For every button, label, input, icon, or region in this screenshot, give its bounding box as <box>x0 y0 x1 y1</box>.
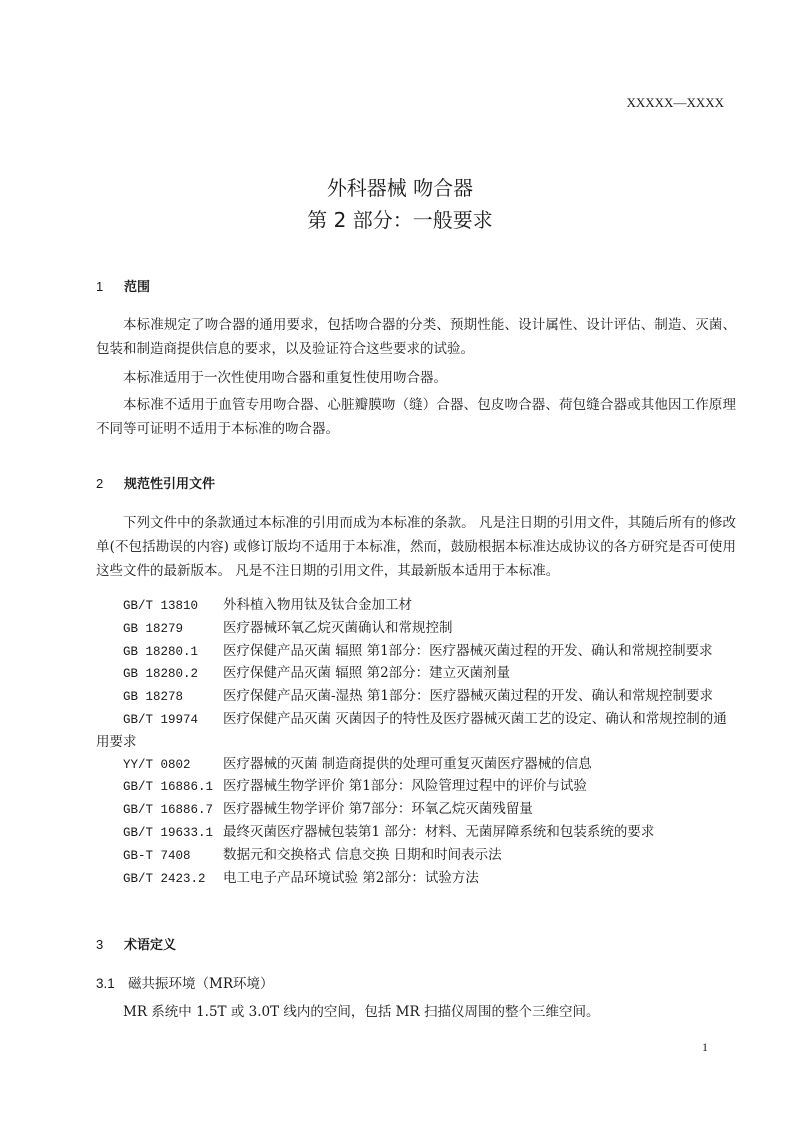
title-line-1: 外科器械 吻合器 <box>326 176 474 200</box>
subsection-title: 磁共振环境（MR环境） <box>128 976 274 992</box>
reference-item <box>96 709 736 754</box>
reference-code: GB 18280.1 <box>123 644 199 659</box>
reference-code: GB 18278 <box>123 690 184 705</box>
reference-title: 医疗器械的灭菌 制造商提供的处理可重复灭菌医疗器械的信息 <box>223 755 592 772</box>
reference-title: 医疗器械环氧乙烷灭菌确认和常规控制 <box>223 619 453 636</box>
reference-code: GB 18280.2 <box>123 667 199 682</box>
section-heading-terms-definitions <box>96 934 176 953</box>
reference-item <box>96 845 736 868</box>
reference-item <box>96 754 736 777</box>
reference-title: 数据元和交换格式 信息交换 日期和时间表示法 <box>223 846 502 863</box>
reference-title: 医疗保健产品灭菌 辐照 第1部分：医疗器械灭菌过程的开发、确认和常规控制要求 <box>223 642 713 659</box>
reference-item <box>96 663 736 686</box>
reference-item <box>96 595 736 618</box>
reference-code: GB 18279 <box>123 621 184 636</box>
reference-item <box>96 799 736 822</box>
scope-paragraph-2: 本标准适用于一次性使用吻合器和重复性使用吻合器。 <box>123 370 447 386</box>
reference-code: GB/T 16886.1 <box>123 780 214 795</box>
reference-code: GB/T 19974 <box>123 712 199 727</box>
section-heading-scope <box>96 276 150 295</box>
section-number: 1 <box>96 279 104 294</box>
subsection-heading-mr-environment <box>96 972 274 992</box>
reference-title: 医疗器械生物学评价 第7部分：环氧乙烷灭菌残留量 <box>223 801 533 818</box>
subsection-number: 3.1 <box>96 976 115 991</box>
reference-title: 医疗保健产品灭菌 辐照 第2部分：建立灭菌剂量 <box>223 665 511 682</box>
mr-environment-definition: MR 系统中 1.5T 或 3.0T 线内的空间，包括 MR 扫描仪周围的整个三维空间。 <box>123 1004 600 1020</box>
reference-title: 医疗保健产品灭菌 灭菌因子的特性及医疗器械灭菌工艺的设定、确认和常规控制的通用要求 <box>96 710 727 750</box>
scope-paragraph-3: 本标准不适用于血管专用吻合器、心脏瓣膜吻（缝）合器、包皮吻合器、荷包缝合器或其他因工作原理不同等可证明不适用于本标准的吻合器。 <box>96 397 736 437</box>
reference-code: YY/T 0802 <box>123 757 191 772</box>
reference-title: 最终灭菌医疗器械包装第1 部分：材料、无菌屏障系统和包装系统的要求 <box>223 823 655 840</box>
section-title: 规范性引用文件 <box>124 477 216 492</box>
title-line-2: 第 2 部分：一般要求 <box>307 208 493 232</box>
reference-title: 医疗器械生物学评价 第1部分：风险管理过程中的评价与试验 <box>223 778 587 795</box>
reference-list <box>96 595 736 890</box>
scope-paragraph-1: 本标准规定了吻合器的通用要求，包括吻合器的分类、预期性能、设计属性、设计评估、制造、灭菌、包装和制造商提供信息的要求，以及验证符合这些要求的试验。 <box>96 317 736 357</box>
document-title <box>0 172 800 236</box>
page-number: 1 <box>702 1040 708 1054</box>
reference-title: 外科植入物用钛及钛合金加工材 <box>223 597 412 613</box>
reference-item <box>96 618 736 641</box>
reference-item <box>96 641 736 664</box>
reference-code: GB/T 19633.1 <box>123 825 214 840</box>
section-number: 3 <box>96 937 104 952</box>
section-number: 2 <box>96 476 104 491</box>
reference-item <box>96 822 736 845</box>
section-heading-normative-references <box>96 473 215 492</box>
reference-code: GB/T 16886.7 <box>123 803 214 818</box>
reference-item <box>96 686 736 709</box>
reference-code: GB/T 13810 <box>123 599 199 613</box>
reference-item <box>96 868 736 891</box>
section-title: 术语定义 <box>124 938 177 953</box>
reference-title: 电工电子产品环境试验 第2部分：试验方法 <box>223 869 479 886</box>
references-intro-paragraph: 下列文件中的条款通过本标准的引用而成为本标准的条款。 凡是注日期的引用文件，其随后所有的修改单(不包括勘误的内容) 或修订版均不适用于本标准，然而，鼓励根据本标准达成协议的各方研究是否可使用这些文件的最新版本。 凡是不注日期的引用文件，其最新版本适用于本标准。 <box>96 515 736 579</box>
document-code: XXXXX—XXXX <box>626 95 724 110</box>
reference-code: GB-T 7408 <box>123 848 191 863</box>
section-title: 范围 <box>124 280 151 295</box>
reference-code: GB/T 2423.2 <box>123 871 206 886</box>
reference-title: 医疗保健产品灭菌-湿热 第1部分：医疗器械灭菌过程的开发、确认和常规控制要求 <box>223 688 713 705</box>
reference-item <box>96 776 736 799</box>
